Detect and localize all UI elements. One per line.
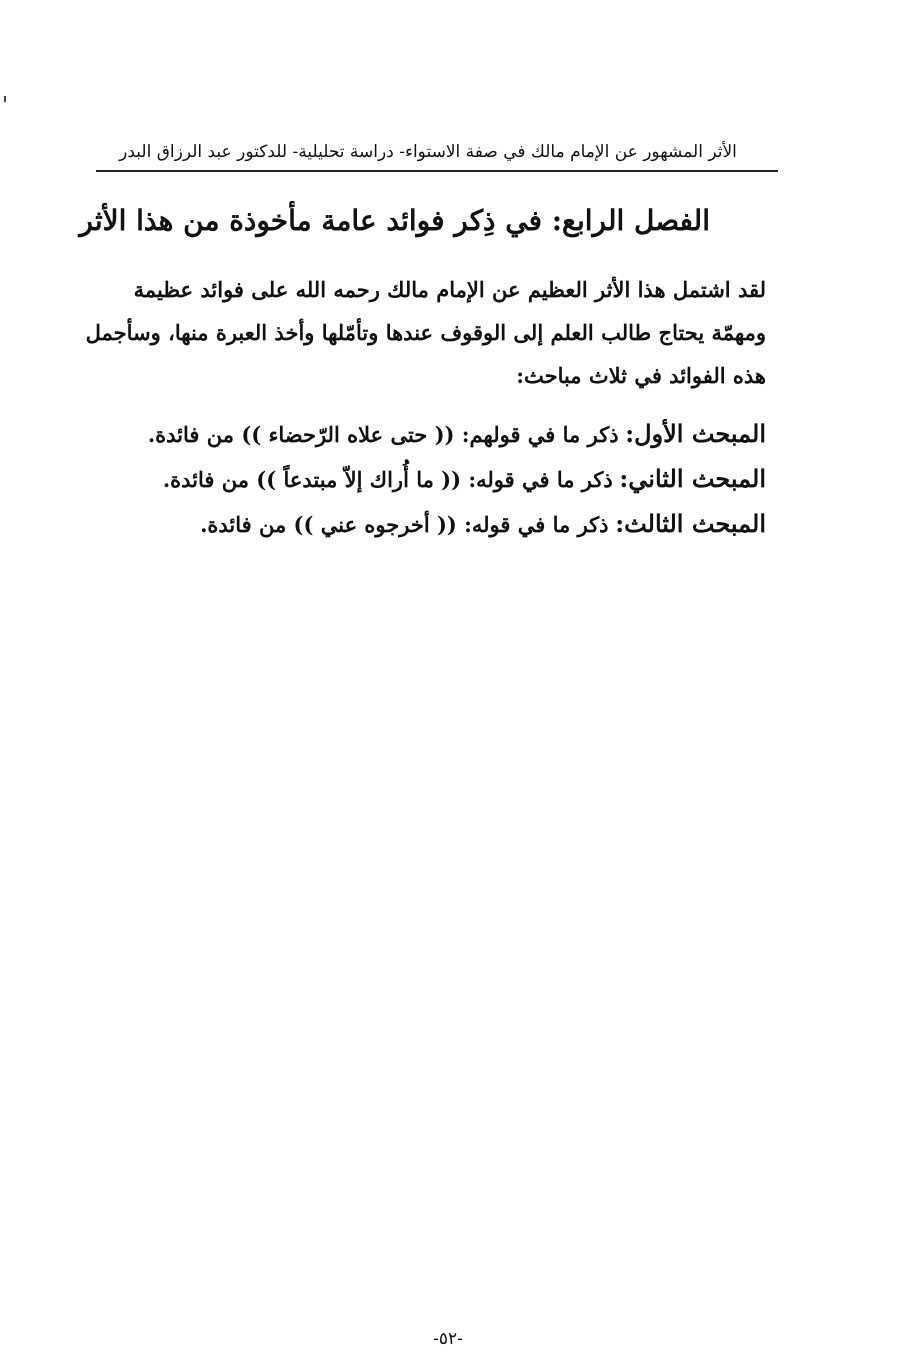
section-item xyxy=(110,412,766,457)
sections-list xyxy=(110,412,766,547)
section-item xyxy=(110,502,766,547)
section-label: المبحث الأول: xyxy=(625,419,766,448)
scan-speck xyxy=(4,96,6,102)
intro-line: ومهمّة يحتاج طالب العلم إلى الوقوف عندها وتأمّلها وأخذ العبرة منها، وسأجمل xyxy=(85,320,766,345)
section-text: ذكر ما في قوله: (( أخرجوه عني )) من فائدة. xyxy=(200,512,609,537)
section-item xyxy=(110,457,766,502)
chapter-title: الفصل الرابع: في ذِكر فوائد عامة مأخوذة من هذا الأثر xyxy=(79,204,710,237)
section-text: ذكر ما في قولهم: (( حتى علاه الرّحضاء )) من فائدة. xyxy=(147,422,619,447)
running-header: الأثر المشهور عن الإمام مالك في صفة الاستواء- دراسة تحليلية- للدكتور عبد الرزاق البدر xyxy=(119,142,737,162)
intro-paragraph xyxy=(85,268,766,397)
section-label: المبحث الثاني: xyxy=(619,464,766,493)
intro-line: هذه الفوائد في ثلاث مباحث: xyxy=(516,363,766,388)
intro-line: لقد اشتمل هذا الأثر العظيم عن الإمام مالك رحمه الله على فوائد عظيمة xyxy=(133,277,766,302)
section-text: ذكر ما في قوله: (( ما أُراك إلاّ مبتدعاً )) من فائدة. xyxy=(162,467,613,492)
page-number: -٥٢- xyxy=(433,1329,463,1349)
header-rule xyxy=(96,170,778,172)
section-label: المبحث الثالث: xyxy=(615,509,766,538)
